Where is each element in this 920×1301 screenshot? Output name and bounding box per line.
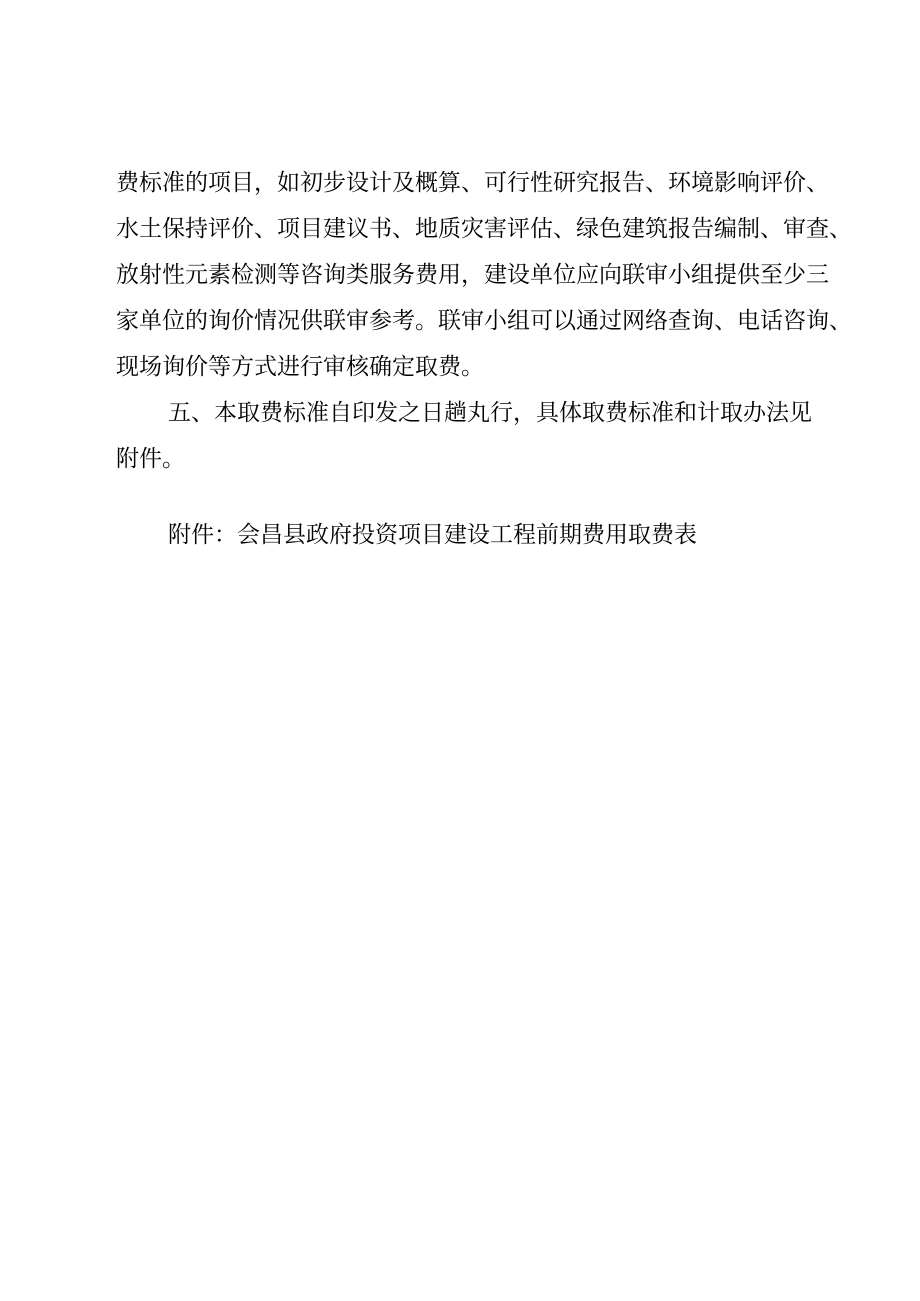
text-line: 水土保持评价、项目建议书、地质灾害评估、绿色建筑报告编制、审查、: [116, 216, 852, 242]
text-line: 附件。: [116, 446, 185, 472]
text-line: 费标准的项目，如初步设计及概算、可行性研究报告、环境影响评价、: [116, 170, 829, 196]
text-line: 家单位的询价情况供联审参考。联审小组可以通过网络查询、电话咨询、: [116, 308, 852, 334]
paragraph-fee-inquiry: [116, 160, 852, 390]
text-line: 现场询价等方式进行审核确定取费。: [116, 354, 484, 380]
text-line: 五、本取费标准自印发之日趟丸行，具体取费标准和计取办法见: [168, 400, 812, 426]
attachment-note: [116, 512, 832, 558]
attachment-text: 附件：会昌县政府投资项目建设工程前期费用取费表: [168, 522, 697, 548]
paragraph-effective-date: [116, 390, 832, 482]
text-line: 放射性元素检测等咨询类服务费用，建设单位应向联审小组提供至少三: [116, 262, 829, 288]
document-body: [116, 160, 852, 558]
